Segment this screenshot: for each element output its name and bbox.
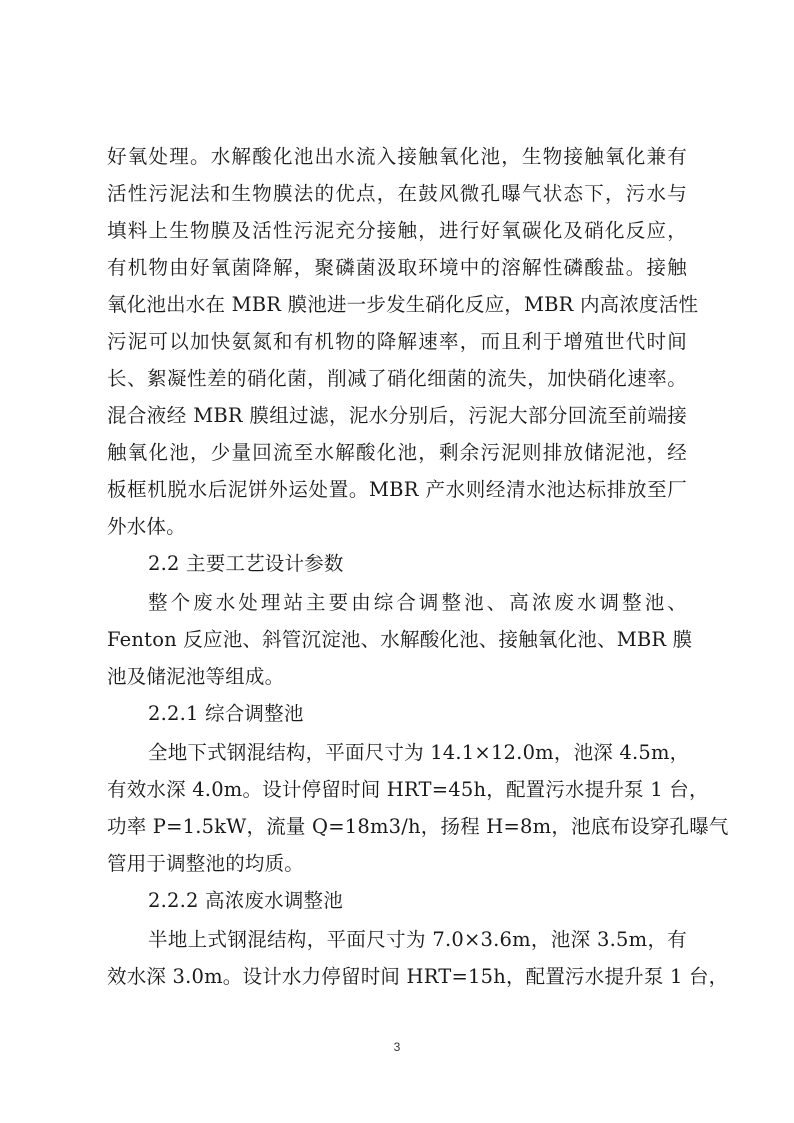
body-text-line: 好氧处理。水解酸化池出水流入接触氧化池，生物接触氧化兼有 xyxy=(107,145,687,168)
body-text-line: 有效水深 4.0m。设计停留时间 HRT=45h，配置污水提升泵 1 台， xyxy=(107,778,709,801)
body-text-line: 氧化池出水在 MBR 膜池进一步发生硝化反应，MBR 内高浓度活性 xyxy=(107,293,699,316)
body-text-line: 管用于调整池的均质。 xyxy=(107,852,305,875)
subsection-heading: 2.2.2 高浓废水调整池 xyxy=(148,889,343,912)
paragraph-first-line: 整个废水处理站主要由综合调整池、高浓废水调整池、 xyxy=(148,591,687,614)
body-text-line: 混合液经 MBR 膜组过滤，泥水分别后，污泥大部分回流至前端接 xyxy=(107,404,687,427)
body-text-line: Fenton 反应池、斜管沉淀池、水解酸化池、接触氧化池、MBR 膜 xyxy=(107,628,693,651)
body-text-line: 活性污泥法和生物膜法的优点，在鼓风微孔曝气状态下，污水与 xyxy=(107,182,687,205)
paragraph-first-line: 全地下式钢混结构，平面尺寸为 14.1×12.0m，池深 4.5m， xyxy=(148,741,690,764)
section-heading: 2.2 主要工艺设计参数 xyxy=(148,552,344,575)
body-text-line: 板框机脱水后泥饼外运处置。MBR 产水则经清水池达标排放至厂 xyxy=(107,478,687,501)
body-text-line: 长、絮凝性差的硝化菌，削减了硝化细菌的流失，加快硝化速率。 xyxy=(107,367,687,390)
page-number: 3 xyxy=(393,1040,401,1054)
body-text-line: 外水体。 xyxy=(107,515,186,538)
paragraph-first-line: 半地上式钢混结构，平面尺寸为 7.0×3.6m，池深 3.5m，有 xyxy=(148,928,687,951)
subsection-heading: 2.2.1 综合调整池 xyxy=(148,702,304,725)
body-text-line: 污泥可以加快氨氮和有机物的降解速率，而且利于增殖世代时间 xyxy=(107,330,687,353)
body-text-line: 功率 P=1.5kW，流量 Q=18m3/h，扬程 H=8m，池底布设穿孔曝气 xyxy=(107,815,729,838)
body-text-line: 触氧化池，少量回流至水解酸化池，剩余污泥则排放储泥池，经 xyxy=(107,441,687,464)
body-text-line: 有机物由好氧菌降解，聚磷菌汲取环境中的溶解性磷酸盐。接触 xyxy=(107,256,687,279)
body-text-line: 填料上生物膜及活性污泥充分接触，进行好氧碳化及硝化反应， xyxy=(107,219,687,242)
body-text-line: 池及储泥池等组成。 xyxy=(107,665,285,688)
body-text-line: 效水深 3.0m。设计水力停留时间 HRT=15h，配置污水提升泵 1 台， xyxy=(107,965,729,988)
